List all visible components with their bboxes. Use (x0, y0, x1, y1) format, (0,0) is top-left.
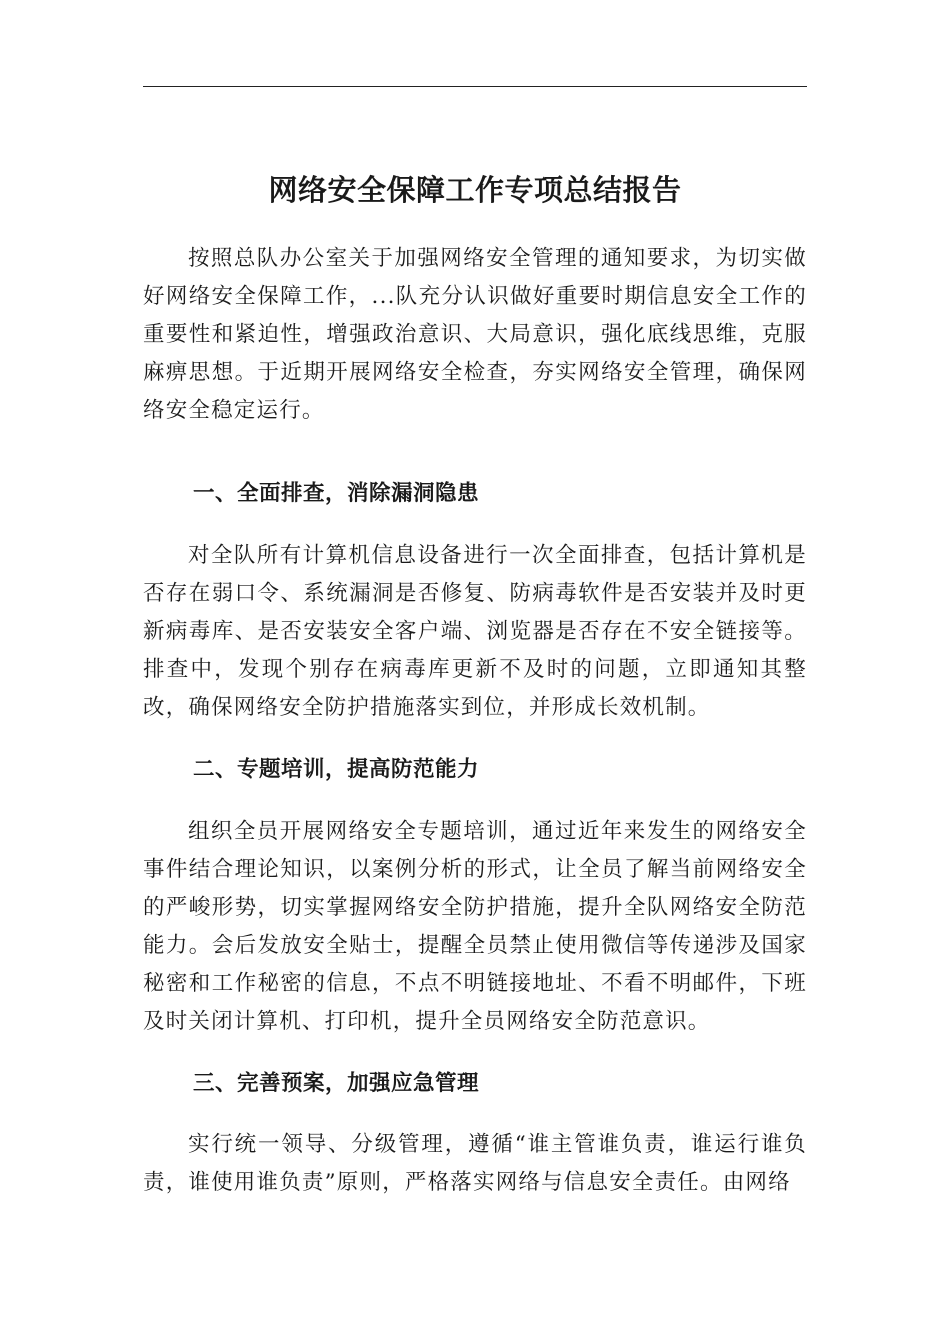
section-1-paragraph: 对全队所有计算机信息设备进行一次全面排查，包括计算机是否存在弱口令、系统漏洞是否修复、防病毒软件是否安装并及时更新病毒库、是否安装安全客户端、浏览器是否存在不安全链接等。排查中，发现个别存在病毒库更新不及时的问题，立即通知其整改，确保网络安全防护措施落实到位，并形成长效机制。 (143, 543, 807, 720)
section-2-heading: 二、专题培训，提高防范能力 (193, 757, 480, 782)
section-2-paragraph: 组织全员开展网络安全专题培训，通过近年来发生的网络安全事件结合理论知识，以案例分析的形式，让全员了解当前网络安全的严峻形势，切实掌握网络安全防护措施，提升全队网络安全防范能力。会后发放安全贴士，提醒全员禁止使用微信等传递涉及国家秘密和工作秘密的信息，不点不明链接地址、不看不明邮件，下班及时关闭计算机、打印机，提升全员网络安全防范意识。 (143, 819, 807, 1034)
section-3-paragraph: 实行统一领导、分级管理，遵循“谁主管谁负责，谁运行谁负责，谁使用谁负责”原则，严格落实网络与信息安全责任。由网络 (143, 1132, 807, 1195)
section-1-heading: 一、全面排查，消除漏洞隐患 (193, 481, 480, 506)
section-3-heading: 三、完善预案，加强应急管理 (193, 1071, 480, 1096)
document-title: 网络安全保障工作专项总结报告 (268, 173, 682, 207)
intro-paragraph: 按照总队办公室关于加强网络安全管理的通知要求，为切实做好网络安全保障工作，...队充分认识做好重要时期信息安全工作的重要性和紧迫性，增强政治意识、大局意识，强化底线思维，克服麻痹思想。于近期开展网络安全检查，夯实网络安全管理，确保网络安全稳定运行。 (143, 246, 807, 423)
header-rule (143, 86, 807, 87)
